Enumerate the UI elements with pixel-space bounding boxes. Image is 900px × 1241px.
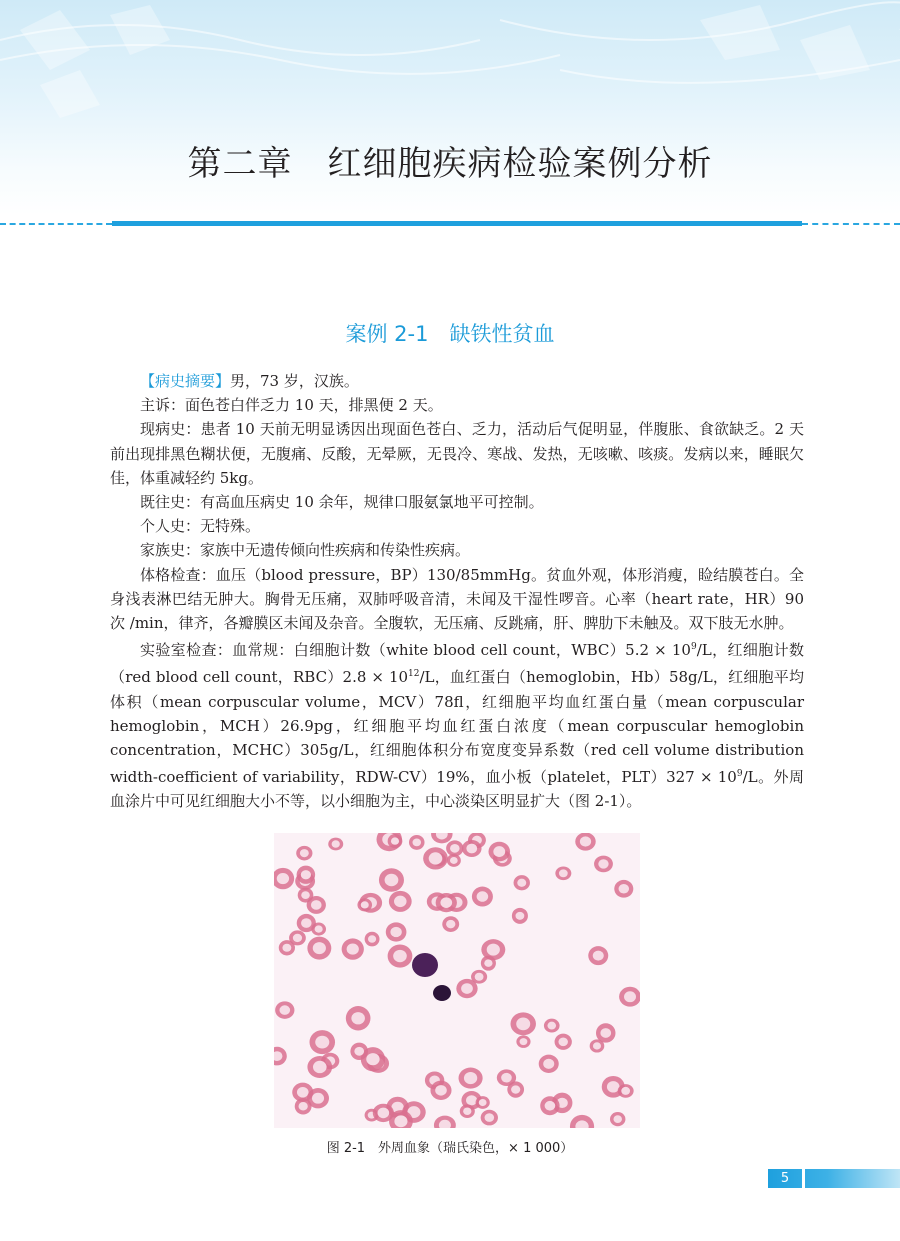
case-title: 案例 2-1 缺铁性贫血 bbox=[345, 322, 555, 346]
past-history: 既往史：有高血压病史 10 余年，规律口服氨氯地平可控制。 bbox=[140, 493, 544, 512]
lab-sup-3: 9 bbox=[736, 769, 743, 780]
figure-caption: 图 2-1 外周血象（瑞氏染色，× 1 000） bbox=[326, 1141, 574, 1156]
lab-text-3: /L，血红蛋白（hemoglobin，Hb）58g/L，红细胞平均体积（mean corpuscular volume，MCV）78fl，红细胞平均血红蛋白量（mean corpuscular hemoglobin，MCH）26.9pg，红细胞平均血红蛋白浓度（mean corpuscular hemoglobin concentration，MCHC）305g/L，红细胞体积分布宽度变异系数（red cell volume distribution width-coefficient of variability，RDW-CV）19%，血小板（platelet，PLT）327 × 10 bbox=[110, 668, 805, 787]
chapter-title: 第二章 红细胞疾病检验案例分析 bbox=[187, 144, 713, 184]
lab-text-1: 实验室检查：血常规：白细胞计数（white blood cell count，WBC）5.2 × 10 bbox=[140, 641, 691, 660]
summary-tag: 【病史摘要】 bbox=[140, 372, 231, 390]
chief-complaint: 主诉：面色苍白伴乏力 10 天，排黑便 2 天。 bbox=[140, 396, 443, 415]
lab-sup-1: 9 bbox=[690, 642, 697, 653]
blood-smear-micrograph-icon bbox=[274, 833, 640, 1128]
lab-text-4: /L。外周血涂片中可见红细胞大小不等，以小细胞为主，中心淡染区明显扩大（图 2-1）。 bbox=[110, 768, 805, 811]
case-body bbox=[110, 369, 804, 814]
present-illness: 现病史：患者 10 天前无明显诱因出现面色苍白、乏力，活动后气促明显，伴腹胀、食欲缺乏。2 天前出现排黑色糊状便，无腹痛、反酸，无晕厥，无畏冷、寒战、发热，无咳嗽、咳痰。发病以来，睡眠欠佳，体重减轻约 5kg。 bbox=[110, 420, 804, 487]
lab-sup-2: 12 bbox=[408, 669, 420, 680]
page-tab-divider bbox=[802, 1169, 805, 1188]
summary-paragraph bbox=[110, 369, 804, 393]
physical-exam: 体格检查：血压（blood pressure，BP）130/85mmHg。贫血外观，体形消瘦，睑结膜苍白。全身浅表淋巴结无肿大。胸骨无压痛，双肺呼吸音清，未闻及干湿性啰音。心率（heart rate，HR）90 次 /min，律齐，各瓣膜区未闻及杂音。全腹软，无压痛、反跳痛，肝、脾肋下未触及。双下肢无水肿。 bbox=[110, 565, 804, 633]
family-history: 家族史：家族中无遗传倾向性疾病和传染性疾病。 bbox=[140, 541, 471, 560]
summary-text: 男，73 岁，汉族。 bbox=[230, 372, 359, 390]
lab-exam bbox=[110, 635, 804, 813]
lab-text-2: /L，红细胞计数（red blood cell count，RBC）2.8 × 10 bbox=[110, 641, 804, 687]
personal-history: 个人史：无特殊。 bbox=[140, 517, 261, 536]
title-divider bbox=[0, 220, 900, 228]
blood-smear-image bbox=[274, 833, 640, 1128]
page-number: 5 bbox=[780, 1171, 790, 1186]
